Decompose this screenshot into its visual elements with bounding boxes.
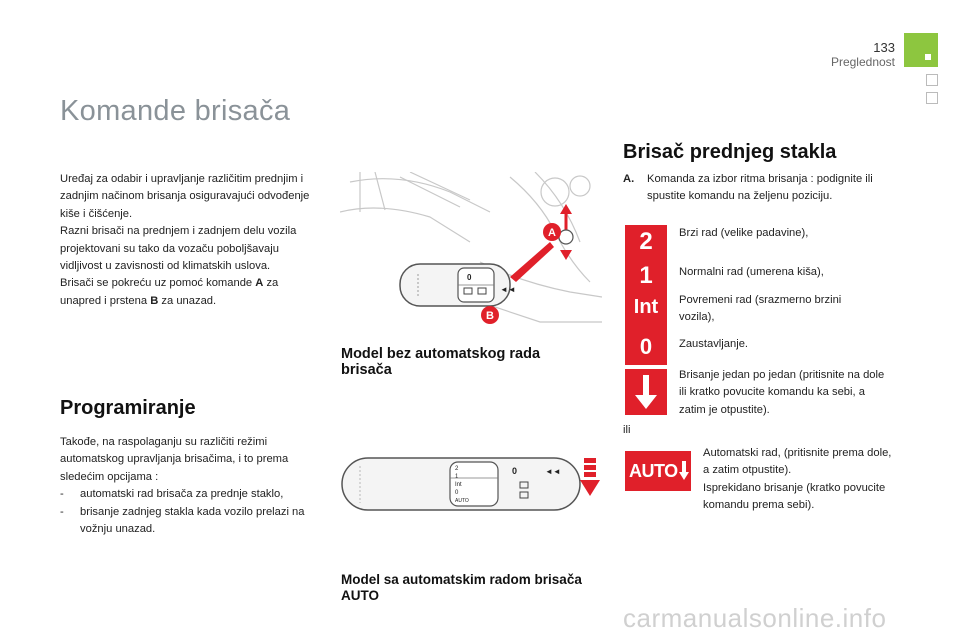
svg-text:2: 2 [455, 466, 459, 472]
programiranje-list [60, 486, 322, 538]
intro-p2: Razni brisači na prednjem i zadnjem delu vozila projektovani su tako da vozaču poboljšavaju vidljivost u zavisnosti od klimatskih uslova. [60, 225, 297, 273]
mode-text-0: Zaustavljanje. [679, 338, 749, 350]
pointer-arrow [510, 242, 554, 282]
mode-text-1: Normalni rad (umerena kiša), [679, 266, 824, 278]
page-title: Komande brisača [60, 95, 291, 127]
watermark: carmanualsonline.info [623, 603, 887, 633]
section-label: Preglednost [830, 55, 895, 69]
label-b: B [486, 310, 494, 322]
section-tab-active[interactable] [904, 33, 938, 67]
svg-text:1: 1 [455, 474, 459, 480]
label-a: A [548, 227, 556, 239]
speed-1-icon: 1 [639, 262, 653, 289]
intro-p3: Brisači se pokreću uz pomoć komande A za unapred i prstena B za unazad. [60, 277, 279, 307]
programiranje-heading: Programiranje [60, 397, 196, 419]
wiper-stalk [400, 264, 516, 306]
page-number: 133 [873, 40, 895, 55]
programiranje-text: Takođe, na raspolaganju su različiti režimi automatskog upravljanja brisačima, i to prema sledećim opcijama : - automatski rad brisača za prednje staklo, - brisanje zadnjeg stakla kada vozilo prelazi na vožnju unazad. [60, 434, 322, 538]
figure-caption-2: Model sa automatskim radom brisača AUTO [341, 572, 582, 603]
intro-p1: Uređaj za odabir i upravljanje različitim prednjim i zadnjim načinom brisanja osiguravajući odvođenje kiše i čišćenje. [60, 173, 310, 220]
command-a-description: A. Komanda za izbor ritma brisanja : podignite ili spustite komandu na željenu poziciju. [623, 173, 873, 203]
figure-caption-1: Model bez automatskog rada brisača [341, 346, 541, 378]
svg-text:AUTO: AUTO [455, 498, 469, 504]
intermittent-icon: Int [633, 296, 659, 318]
single-wipe-text: Brisanje jedan po jedan (pritisnite na dole ili kratko povucite komandu ka sebi, a zatim je otpustite). [679, 369, 885, 416]
svg-text:0: 0 [467, 273, 472, 282]
speed-2-icon: 2 [639, 228, 653, 255]
press-down-arrow [580, 480, 600, 496]
stop-icon: 0 [639, 334, 653, 359]
svg-text:Int: Int [455, 482, 462, 488]
svg-text:0: 0 [455, 490, 459, 496]
section-tab[interactable] [926, 74, 938, 86]
wiper-stalk-illustration-1 [340, 172, 602, 335]
wiper-stalk-illustration-2 [340, 448, 602, 518]
or-label: ili [623, 424, 631, 436]
svg-text:◄◄: ◄◄ [500, 285, 516, 294]
single-wipe-icon [625, 369, 667, 415]
list-item: - brisanje zadnjeg stakla kada vozilo prelazi na vožnju unazad. [60, 504, 322, 539]
mode-text-int: Povremeni rad (srazmerno brzini vozila), [679, 294, 842, 324]
section-tab[interactable] [926, 92, 938, 104]
svg-text:0: 0 [512, 466, 518, 476]
auto-text: Automatski rad, (pritisnite prema dole, a zatim otpustite). Isprekidano brisanje (kratko povucite komandu prema sebi). [703, 447, 892, 512]
mode-text-2: Brzi rad (velike padavine), [679, 227, 809, 239]
svg-text:◄◄: ◄◄ [545, 467, 561, 476]
intro-text [60, 171, 322, 310]
auto-mode-icon: AUTO [625, 451, 691, 491]
list-item: - automatski rad brisača za prednje staklo, [60, 486, 322, 503]
front-wiper-heading: Brisač prednjeg stakla [623, 141, 837, 163]
